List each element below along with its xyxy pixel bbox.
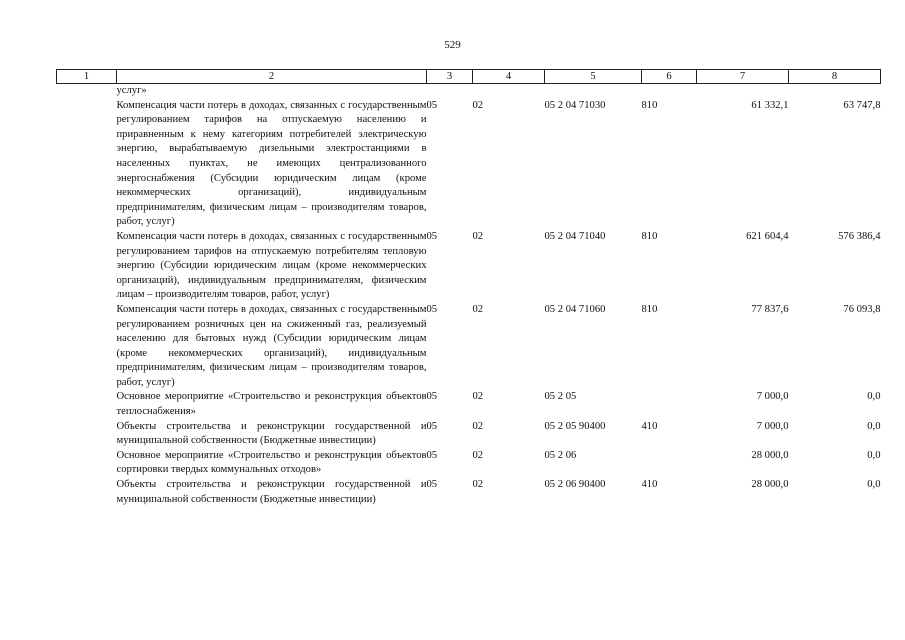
- cell-col1: [57, 230, 117, 303]
- cell-description: Основное мероприятие «Строительство и реконструкция объектов теплоснабжения»: [116, 391, 427, 418]
- column-header: 2: [117, 70, 427, 84]
- cell-subsection: 02: [472, 391, 484, 403]
- cell-section: 05: [426, 479, 438, 491]
- cell-subsection: 02: [472, 303, 484, 315]
- cell-target-article: 05 2 04 71060: [544, 303, 606, 315]
- cell-amount-2: 76 093,8: [843, 303, 881, 315]
- cell-amount-1: 28 000,0: [751, 449, 789, 461]
- cell-subsection: 02: [472, 449, 484, 461]
- column-header: 8: [789, 70, 881, 84]
- cell-amount-2: 576 386,4: [838, 230, 881, 242]
- budget-table: [56, 69, 881, 507]
- cell-subsection: 02: [472, 99, 484, 111]
- cell-amount-2: [789, 84, 881, 99]
- cell-amount-1: 28 000,0: [751, 479, 789, 491]
- cell-section: 05: [426, 99, 438, 111]
- table-header-row: [57, 70, 881, 84]
- cell-section: [427, 84, 473, 99]
- cell-section: 05: [426, 230, 438, 242]
- cell-target-article: 05 2 05 90400: [544, 420, 606, 432]
- cell-amount-1: 621 604,4: [746, 230, 789, 242]
- cell-section: 05: [426, 303, 438, 315]
- cell-amount-1: 7 000,0: [756, 391, 789, 403]
- cell-expense-type: 810: [641, 303, 658, 315]
- table-row: [57, 390, 881, 419]
- table-row: [57, 84, 881, 99]
- cell-target-article: [545, 84, 642, 99]
- cell-col1: [57, 478, 117, 507]
- cell-description: Основное мероприятие «Строительство и реконструкция объектов сортировки твердых коммунальных отходов»: [116, 449, 427, 476]
- cell-col1: [57, 99, 117, 230]
- cell-target-article: 05 2 06 90400: [544, 479, 606, 491]
- cell-expense-type: 410: [641, 479, 658, 491]
- column-header: 5: [545, 70, 642, 84]
- cell-section: 05: [426, 449, 438, 461]
- cell-target-article: 05 2 05: [544, 391, 577, 403]
- cell-description: Компенсация части потерь в доходах, связанных с государственным регулированием розничных цен на сжиженный газ, реализуемый населению для бытовых нужд (Субсидии юридическим лицам (кроме некоммерческих организаций), индивидуальным предпринимателям, физическим лицам – производителям товаров, работ, услуг): [116, 303, 427, 388]
- cell-target-article: 05 2 06: [544, 449, 577, 461]
- cell-amount-2: 63 747,8: [843, 99, 881, 111]
- cell-col1: [57, 449, 117, 478]
- cell-section: 05: [426, 391, 438, 403]
- cell-description: Объекты строительства и реконструкции государственной и муниципальной собственности (Бюджетные инвестиции): [116, 420, 427, 447]
- column-header: 1: [57, 70, 117, 84]
- cell-expense-type: 810: [641, 99, 658, 111]
- cell-description: услуг»: [116, 85, 147, 96]
- table-row: [57, 303, 881, 391]
- cell-amount-2: 0,0: [867, 420, 881, 432]
- column-header: 3: [427, 70, 473, 84]
- cell-description: Компенсация части потерь в доходах, связанных с государственным регулированием тарифов на отпускаемую населению и приравненным к нему категориям потребителей электрическую энергию, вырабатываемую дизельными электростанциями в населенных пунктах, не имеющих централизованного энергоснабжения (Субсидии юридическим лицам (кроме некоммерческих организаций), индивидуальным предпринимателям, физическим лицам – производителям товаров, работ, услуг): [116, 99, 427, 228]
- cell-subsection: 02: [472, 479, 484, 491]
- cell-col1: [57, 420, 117, 449]
- cell-expense-type: [642, 449, 697, 478]
- cell-col1: [57, 303, 117, 391]
- column-header: 4: [473, 70, 545, 84]
- column-header: 6: [642, 70, 697, 84]
- table-row: [57, 420, 881, 449]
- cell-amount-1: 61 332,1: [751, 99, 789, 111]
- cell-amount-2: 0,0: [867, 479, 881, 491]
- cell-subsection: 02: [472, 230, 484, 242]
- cell-description: Компенсация части потерь в доходах, связанных с государственным регулированием тарифов на отпускаемую потребителям тепловую энергию (Субсидии юридическим лицам (кроме некоммерческих организаций), индивидуальным предпринимателям, физическим лицам – производителям товаров, работ, услуг): [116, 230, 427, 301]
- table-row: [57, 478, 881, 507]
- cell-amount-2: 0,0: [867, 449, 881, 461]
- table-row: [57, 230, 881, 303]
- cell-target-article: 05 2 04 71030: [544, 99, 606, 111]
- cell-expense-type: 410: [641, 420, 658, 432]
- cell-amount-1: 77 837,6: [751, 303, 789, 315]
- table-row: [57, 99, 881, 230]
- cell-amount-1: [697, 84, 789, 99]
- page-number: 529: [444, 39, 461, 51]
- cell-col1: [57, 390, 117, 419]
- cell-expense-type: 810: [641, 230, 658, 242]
- cell-description: Объекты строительства и реконструкции государственной и муниципальной собственности (Бюджетные инвестиции): [116, 479, 427, 505]
- cell-amount-2: 0,0: [867, 391, 881, 403]
- cell-target-article: 05 2 04 71040: [544, 230, 606, 242]
- cell-subsection: 02: [472, 420, 484, 432]
- table-row: [57, 449, 881, 478]
- cell-expense-type: [642, 84, 697, 99]
- cell-subsection: [473, 84, 545, 99]
- cell-expense-type: [642, 390, 697, 419]
- column-header: 7: [697, 70, 789, 84]
- cell-col1: [57, 84, 117, 99]
- cell-section: 05: [426, 420, 438, 432]
- cell-amount-1: 7 000,0: [756, 420, 789, 432]
